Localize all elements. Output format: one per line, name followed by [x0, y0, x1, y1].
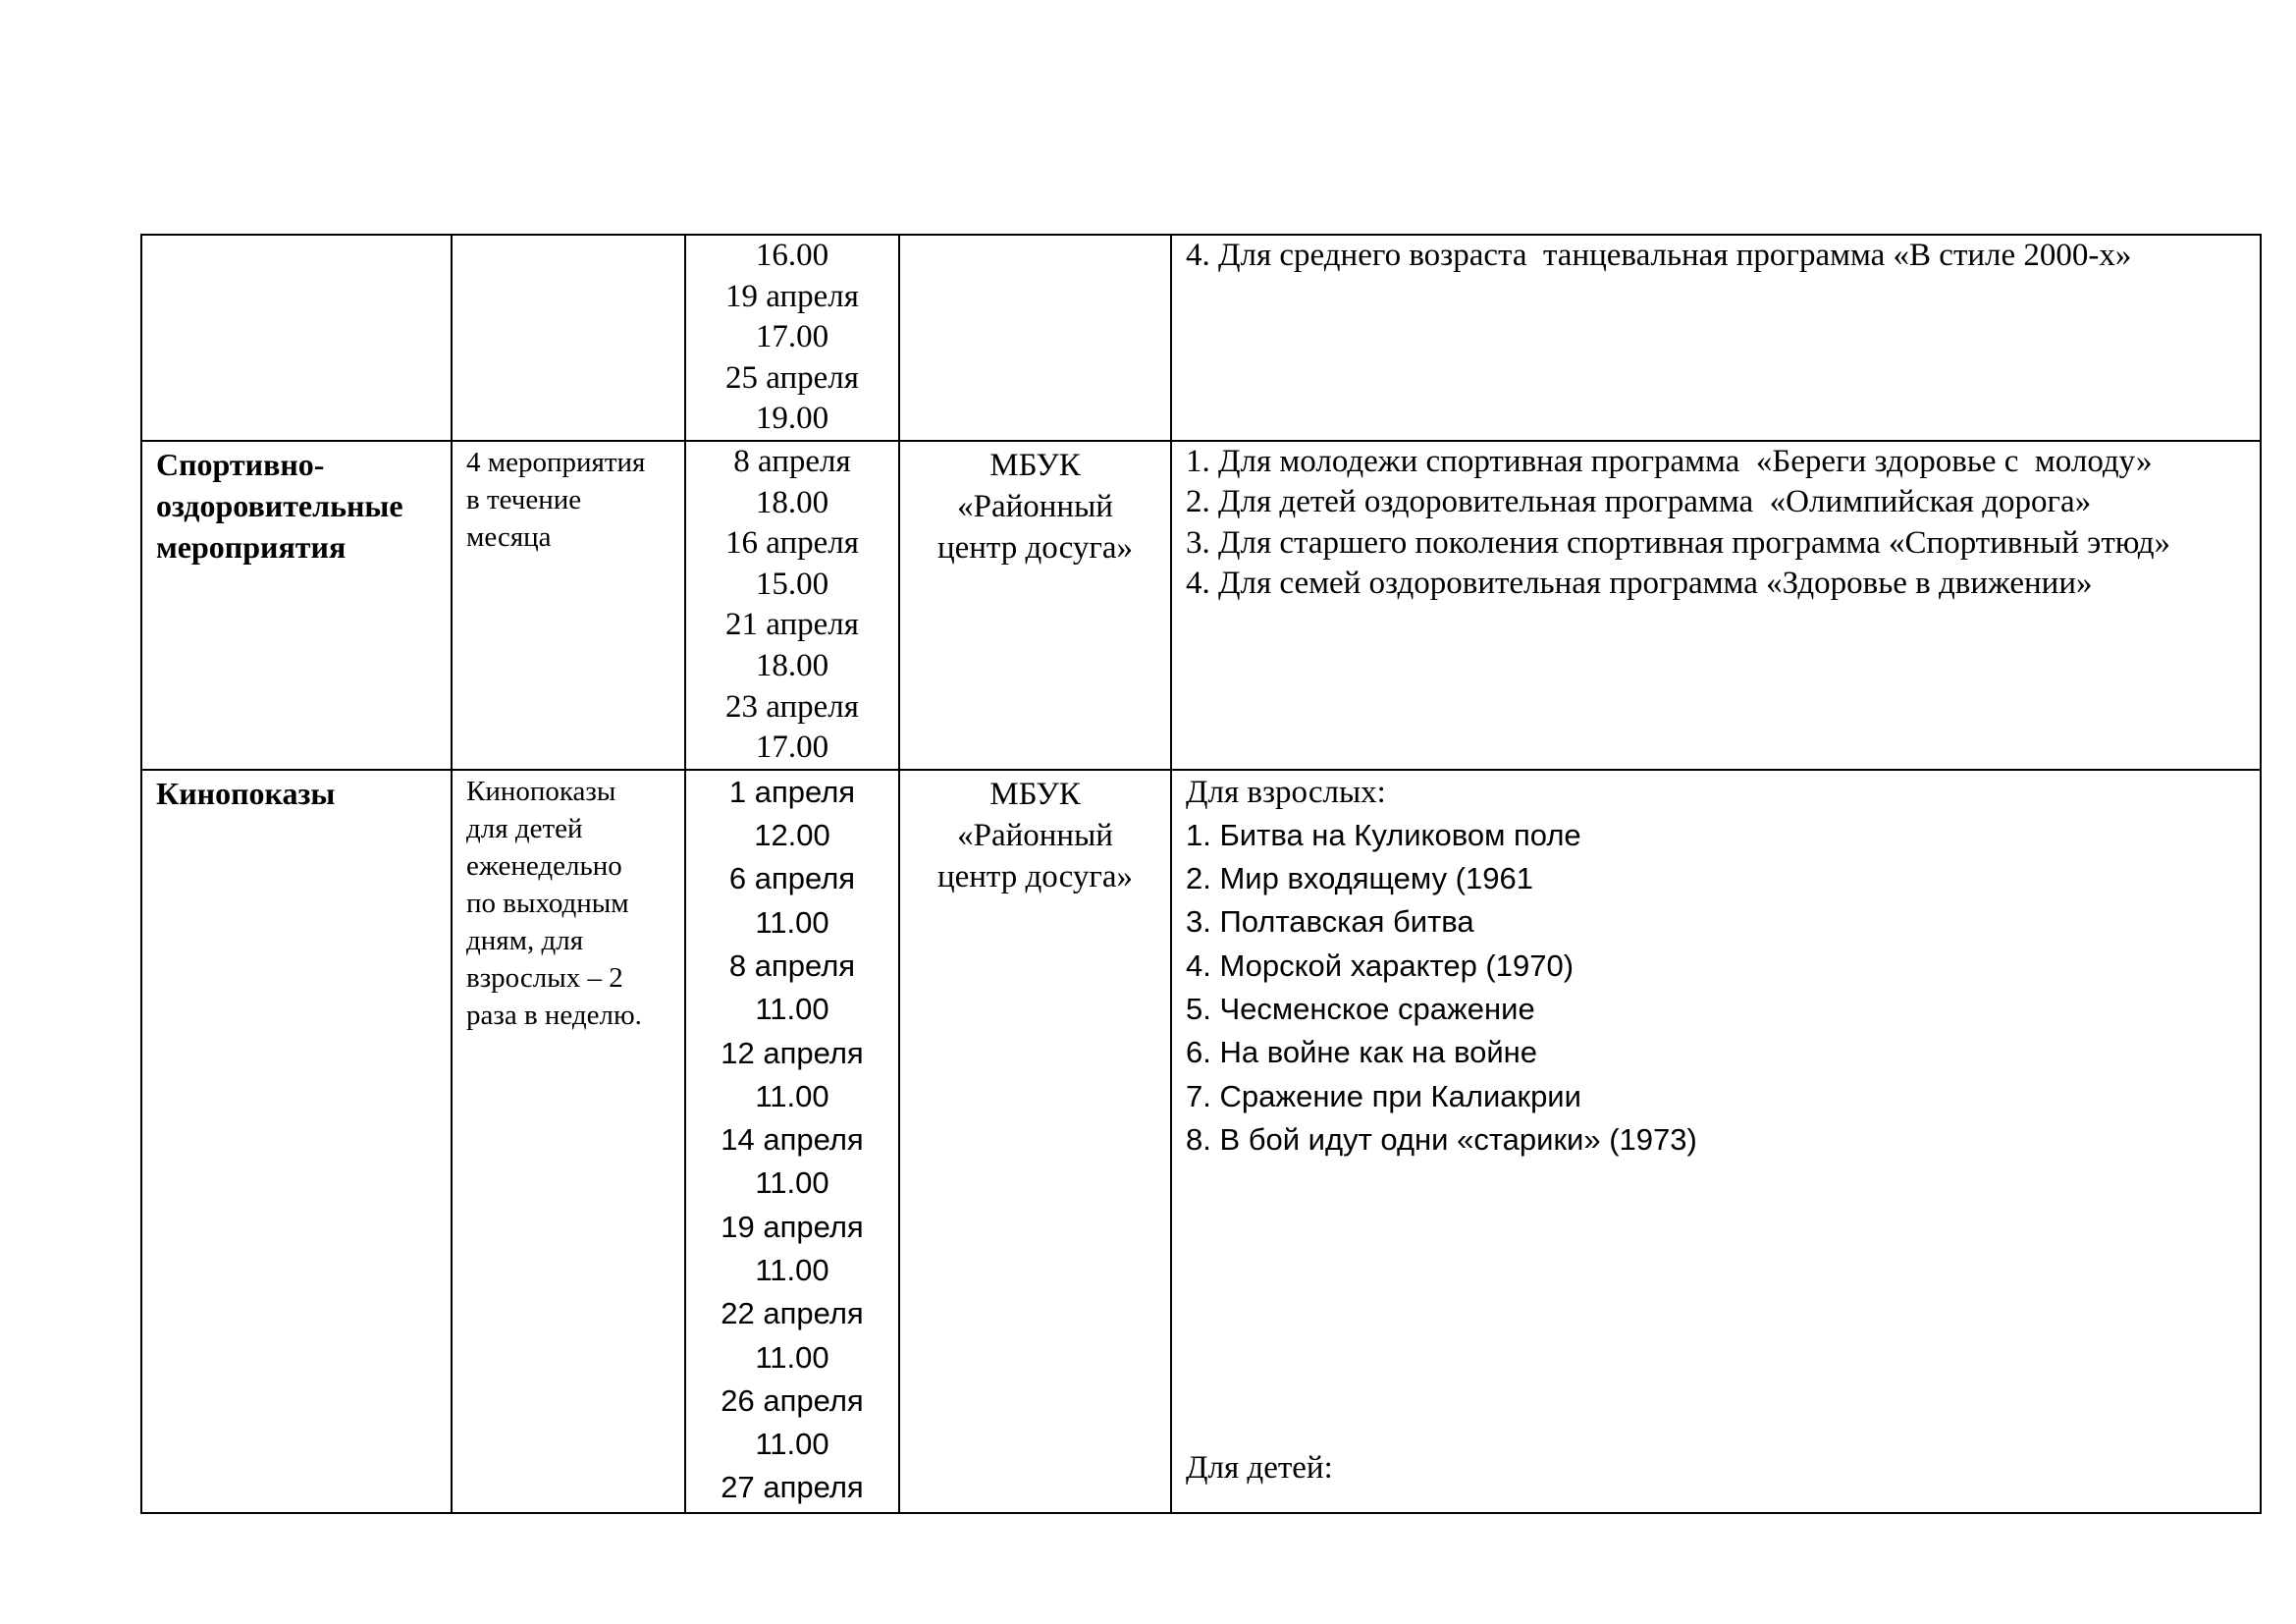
film-item: 3. Полтавская битва: [1186, 904, 1474, 940]
datetime-list: [686, 771, 898, 1510]
category-cell: [141, 441, 452, 770]
program-item: 3. Для старшего поколения спортивная программа «Спортивный этюд»: [1186, 524, 2171, 561]
description-cell: [452, 770, 685, 1513]
program-item: 2. Для детей оздоровительная программа «Олимпийская дорога»: [1186, 484, 2092, 520]
event-schedule-table: [140, 234, 2262, 1514]
datetime-item: 11.00: [755, 992, 829, 1027]
film-item: 5. Чесменское сражение: [1186, 991, 1535, 1026]
datetime-item: 16.00: [755, 238, 829, 273]
datetime-list: [686, 236, 898, 440]
datetime-item: 11.00: [755, 1078, 829, 1113]
adults-heading: Для взрослых:: [1186, 774, 1386, 810]
place-cell: [899, 770, 1171, 1513]
table-row: [141, 770, 2261, 1513]
datetime-item: 19 апреля: [725, 278, 859, 314]
venue-name: МБУК «Районный центр досуга»: [936, 776, 1134, 894]
datetime-item: 25 апреля: [725, 359, 859, 396]
datetime-item: 11.00: [755, 1165, 829, 1201]
program-list: [1172, 236, 2260, 277]
film-item: 2. Мир входящему (1961: [1186, 861, 1533, 896]
table-row: [141, 441, 2261, 770]
event-description: Кинопоказы для детей еженедельно по выходным дням, для взрослых – 2 раза в неделю.: [466, 775, 642, 1031]
program-cell: [1171, 770, 2261, 1513]
datetime-item: 15.00: [755, 566, 829, 602]
program-cell: [1171, 235, 2261, 441]
datetime-item: 18.00: [755, 484, 829, 520]
datetime-item: 12.00: [754, 818, 830, 853]
program-item: 4. Для среднего возраста танцевальная программа «В стиле 2000-х»: [1186, 238, 2132, 273]
venue-name: [900, 236, 1170, 239]
datetime-cell: [685, 441, 899, 770]
film-item: 4. Морской характер (1970): [1186, 947, 1575, 983]
datetime-item: 11.00: [755, 904, 829, 940]
datetime-item: 23 апреля: [725, 688, 859, 725]
place-cell: [899, 441, 1171, 770]
program-item: 4. Для семей оздоровительная программа «Здоровье в движении»: [1186, 566, 2093, 602]
datetime-item: 27 апреля: [721, 1470, 864, 1505]
venue-name: МБУК «Районный центр досуга»: [936, 447, 1134, 566]
event-description: 4 мероприятия в течение месяца: [466, 446, 646, 553]
datetime-item: 16 апреля: [725, 525, 859, 562]
category-name: [142, 236, 451, 238]
table-row: [141, 235, 2261, 441]
place-cell: [899, 235, 1171, 441]
datetime-item: 14 апреля: [721, 1122, 864, 1158]
datetime-item: 8 апреля: [733, 443, 851, 479]
film-item: 8. В бой идут одни «старики» (1973): [1186, 1121, 1697, 1157]
program-list: [1172, 442, 2260, 605]
datetime-item: 18.00: [755, 647, 829, 683]
datetime-list: [686, 442, 898, 769]
category-name: Спортивно- оздоровительные мероприятия: [156, 446, 403, 565]
datetime-item: 11.00: [755, 1252, 829, 1287]
film-item: 6. На войне как на войне: [1186, 1035, 1538, 1070]
datetime-cell: [685, 770, 899, 1513]
datetime-item: 1 апреля: [728, 774, 856, 809]
event-description: [453, 236, 684, 238]
program-item: 1. Для молодежи спортивная программа «Береги здоровье с молоду»: [1186, 443, 2153, 479]
datetime-item: 8 апреля: [728, 947, 856, 983]
description-cell: [452, 235, 685, 441]
film-item: 7. Сражение при Калиакрии: [1186, 1078, 1581, 1113]
datetime-item: 17.00: [755, 730, 829, 766]
datetime-item: 12 апреля: [721, 1035, 864, 1070]
datetime-item: 26 апреля: [721, 1382, 864, 1418]
film-list: [1172, 771, 2260, 1512]
category-cell: [141, 770, 452, 1513]
datetime-item: 19 апреля: [721, 1209, 864, 1244]
datetime-item: 19.00: [755, 401, 829, 437]
datetime-cell: [685, 235, 899, 441]
datetime-item: 11.00: [755, 1427, 829, 1462]
category-cell: [141, 235, 452, 441]
description-cell: [452, 441, 685, 770]
datetime-item: 17.00: [755, 319, 829, 355]
film-item: 1. Битва на Куликовом поле: [1186, 817, 1581, 852]
datetime-item: 11.00: [755, 1339, 829, 1375]
datetime-item: 21 апреля: [725, 607, 859, 643]
program-cell: [1171, 441, 2261, 770]
datetime-item: 6 апреля: [728, 861, 856, 896]
datetime-item: 22 апреля: [721, 1296, 864, 1331]
kids-heading: Для детей:: [1186, 1449, 1333, 1486]
category-name: Кинопоказы: [156, 775, 336, 811]
